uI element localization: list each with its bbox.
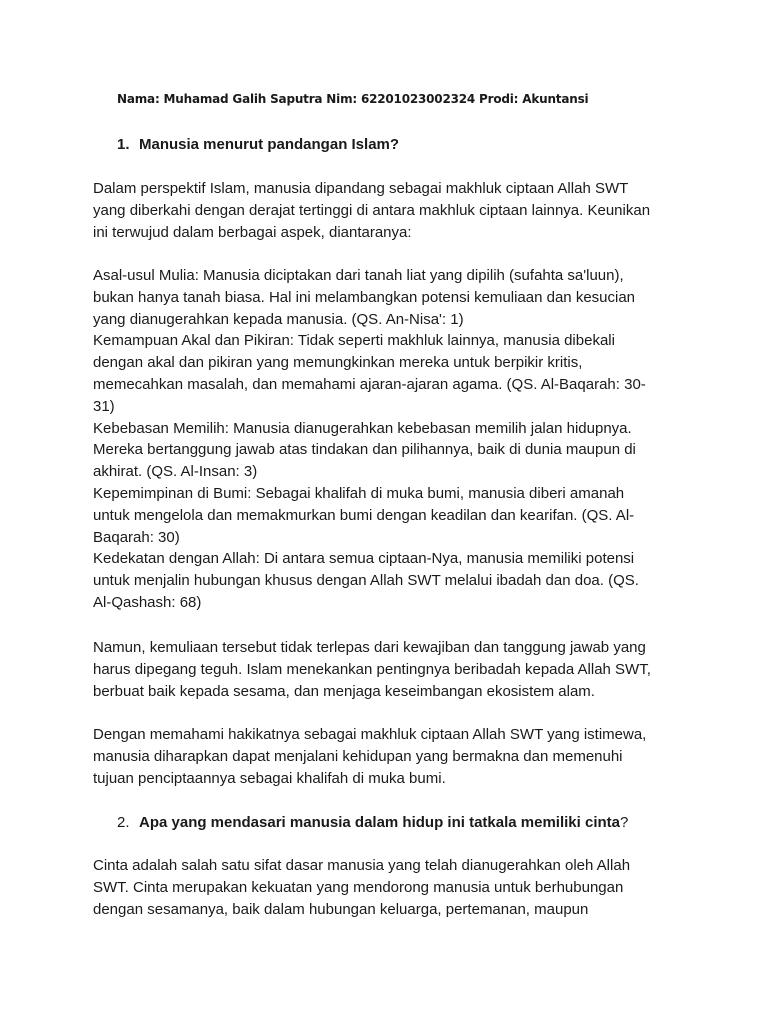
paragraph-line: bukan hanya tanah biasa. Hal ini melambangkan potensi kemuliaan dan kesucian xyxy=(93,288,636,306)
paragraph-line: untuk mengelola dan memakmurkan bumi dengan keadilan dan kearifan. (QS. Al- xyxy=(93,506,635,524)
paragraph-line: Kepemimpinan di Bumi: Sebagai khalifah di muka bumi, manusia diberi amanah xyxy=(93,484,625,502)
paragraph-line: Cinta adalah salah satu sifat dasar manusia yang telah dianugerahkan oleh Allah xyxy=(93,857,631,874)
section-2-heading xyxy=(117,814,628,831)
section-1-title: Manusia menurut pandangan Islam? xyxy=(139,136,400,153)
section-1-number: 1. xyxy=(117,136,130,153)
paragraph-line: Dengan memahami hakikatnya sebagai makhluk ciptaan Allah SWT yang istimewa, xyxy=(93,726,647,743)
namun-paragraph xyxy=(93,637,693,702)
paragraph-line: ini terwujud dalam berbagai aspek, diantaranya: xyxy=(93,223,412,241)
paragraph-line: Asal-usul Mulia: Manusia diciptakan dari tanah liat yang dipilih (sufahta sa'luun), xyxy=(93,267,624,284)
paragraph-line: Al-Qashash: 68) xyxy=(93,593,202,611)
section-2-question-mark: ? xyxy=(619,814,629,831)
section-1-heading xyxy=(117,136,399,153)
paragraph-line: manusia diharapkan dapat menjalani kehidupan yang bermakna dan memenuhi xyxy=(93,747,623,765)
paragraph-line: untuk menjalin hubungan khusus dengan Allah SWT melalui ibadah dan doa. (QS. xyxy=(93,572,639,590)
paragraph-line: Baqarah: 30) xyxy=(93,528,180,546)
section-2-number: 2. xyxy=(117,814,130,831)
intro-paragraph xyxy=(93,178,693,243)
paragraph-line: Kemampuan Akal dan Pikiran: Tidak seperti makhluk lainnya, manusia dibekali xyxy=(93,332,615,350)
paragraph-line: 31) xyxy=(93,397,115,415)
paragraph-line: berbuat baik kepada sesama, dan menjaga keseimbangan ekosistem alam. xyxy=(93,682,595,700)
paragraph-line: Dalam perspektif Islam, manusia dipandang sebagai makhluk ciptaan Allah SWT xyxy=(93,180,629,197)
student-info-header: Nama: Muhamad Galih Saputra Nim: 62201023002324 Prodi: Akuntansi xyxy=(117,92,589,106)
paragraph-line: tujuan penciptaannya sebagai khalifah di muka bumi. xyxy=(93,769,446,787)
paragraph-line: memecahkan masalah, dan memahami ajaran-ajaran agama. (QS. Al-Baqarah: 30- xyxy=(93,375,646,393)
paragraph-line: akhirat. (QS. Al-Insan: 3) xyxy=(93,463,258,481)
paragraph-line: Kebebasan Memilih: Manusia dianugerahkan kebebasan memilih jalan hidupnya. xyxy=(93,419,632,437)
paragraph-line: Kedekatan dengan Allah: Di antara semua ciptaan-Nya, manusia memiliki potensi xyxy=(93,550,635,568)
section-2-title: Apa yang mendasari manusia dalam hidup ini tatkala memiliki cinta xyxy=(139,814,620,831)
paragraph-line: Namun, kemuliaan tersebut tidak terlepas dari kewajiban dan tanggung jawab yang xyxy=(93,639,646,656)
paragraph-line: yang dianugerahkan kepada manusia. (QS. An-Nisa': 1) xyxy=(93,310,464,328)
cinta-paragraph xyxy=(93,855,693,920)
paragraph-line: dengan sesamanya, baik dalam hubungan keluarga, pertemanan, maupun xyxy=(93,900,589,918)
dengan-paragraph xyxy=(93,724,693,789)
aspects-paragraph xyxy=(93,265,693,614)
paragraph-line: SWT. Cinta merupakan kekuatan yang mendorong manusia untuk berhubungan xyxy=(93,878,624,896)
paragraph-line: Mereka bertanggung jawab atas tindakan dan pilihannya, baik di dunia maupun di xyxy=(93,441,636,459)
paragraph-line: harus dipegang teguh. Islam menekankan pentingnya beribadah kepada Allah SWT, xyxy=(93,660,651,678)
paragraph-line: yang diberkahi dengan derajat tertinggi di antara makhluk ciptaan lainnya. Keunikan xyxy=(93,201,651,219)
paragraph-line: dengan akal dan pikiran yang memungkinkan mereka untuk berpikir kritis, xyxy=(93,354,583,372)
